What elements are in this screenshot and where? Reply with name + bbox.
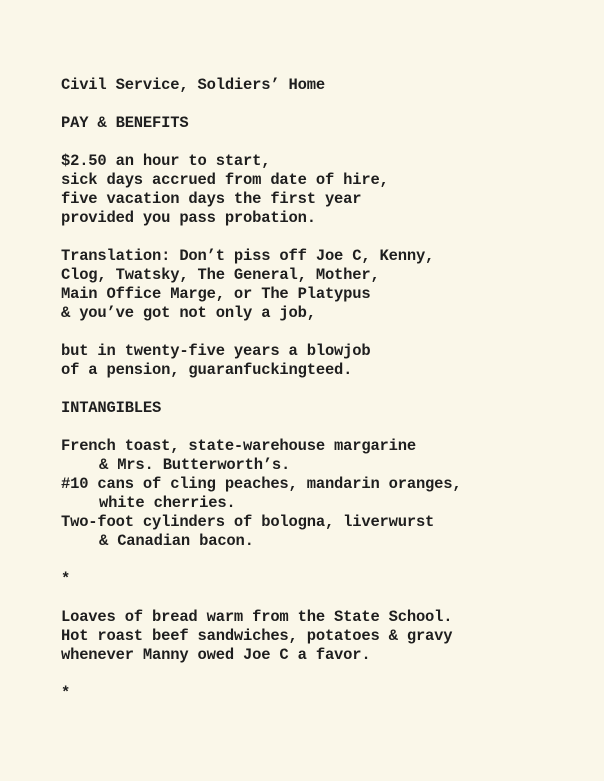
poem-line: provided you pass probation.: [61, 209, 316, 227]
stanza-pay: [61, 152, 591, 228]
poem-line: sick days accrued from date of hire,: [61, 171, 389, 189]
stanza-pension: [61, 342, 591, 380]
poem-line: Translation: Don’t piss off Joe C, Kenny,: [61, 247, 435, 265]
asterisk-divider: *: [61, 684, 71, 702]
section-heading-pay-benefits: PAY & BENEFITS: [61, 114, 189, 132]
stanza-translation: [61, 247, 591, 323]
poem-line: Loaves of bread warm from the State School.: [61, 608, 453, 626]
intangibles-list: [61, 437, 591, 551]
poem-line: Hot roast beef sandwiches, potatoes & gravy: [61, 627, 453, 645]
list-item-continuation: & Mrs. Butterworth’s.: [99, 456, 291, 474]
section-heading-intangibles: INTANGIBLES: [61, 399, 162, 417]
list-item: Two-foot cylinders of bologna, liverwurst: [61, 513, 435, 531]
poem-line: five vacation days the first year: [61, 190, 362, 208]
poem-line: & you’ve got not only a job,: [61, 304, 316, 322]
poem-line: of a pension, guaranfuckingteed.: [61, 361, 353, 379]
list-item-continuation: & Canadian bacon.: [99, 532, 254, 550]
stanza-food: [61, 608, 591, 665]
list-item: French toast, state-warehouse margarine: [61, 437, 416, 455]
poem-line: whenever Manny owed Joe C a favor.: [61, 646, 371, 664]
list-item: #10 cans of cling peaches, mandarin oranges,: [61, 475, 462, 493]
poem-title: Civil Service, Soldiers’ Home: [61, 76, 325, 94]
poem-line: Main Office Marge, or The Platypus: [61, 285, 371, 303]
poem-line: $2.50 an hour to start,: [61, 152, 271, 170]
list-item-continuation: white cherries.: [99, 494, 236, 512]
poem-line: but in twenty-five years a blowjob: [61, 342, 371, 360]
poem-line: Clog, Twatsky, The General, Mother,: [61, 266, 380, 284]
poem-page: [61, 76, 591, 703]
asterisk-divider: *: [61, 570, 71, 588]
